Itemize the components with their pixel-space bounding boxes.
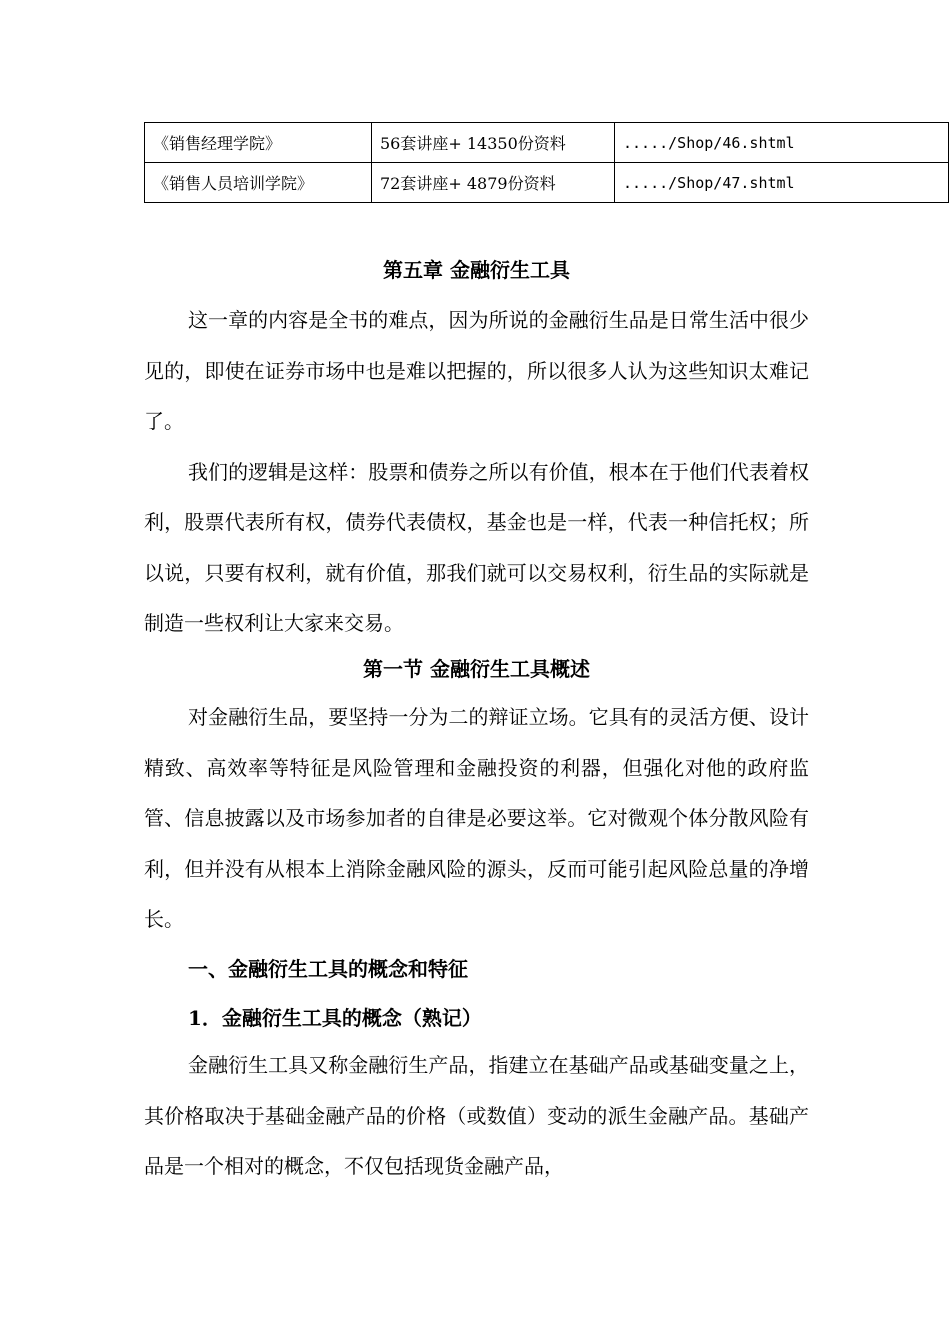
subheading: 一、金融衍生工具的概念和特征 (188, 957, 468, 981)
chapter-intro (144, 295, 809, 649)
table-cell-name: 《销售人员培训学院》 (145, 163, 372, 203)
paragraph: 对金融衍生品，要坚持一分为二的辩证立场。它具有的灵活方便、设计精致、高效率等特征是风险管理和金融投资的利器，但强化对他的政府监管、信息披露以及市场参加者的自律是必要这举。它对微观个体分散风险有利，但并没有从根本上消除金融风险的源头，反而可能引起风险总量的净增长。 (144, 705, 809, 931)
table-row (145, 163, 949, 203)
paragraph: 金融衍生工具又称金融衍生产品，指建立在基础产品或基础变量之上，其价格取决于基础金融产品的价格（或数值）变动的派生金融产品。基础产品是一个相对的概念，不仅包括现货金融产品， (144, 1053, 809, 1178)
section-title: 第一节 金融衍生工具概述 (363, 657, 590, 681)
definition-block (144, 1040, 809, 1192)
paragraph: 这一章的内容是全书的难点，因为所说的金融衍生品是日常生活中很少见的，即使在证券市场中也是难以把握的，所以很多人认为这些知识太难记了。 (144, 308, 809, 433)
table-cell-content: 72套讲座+ 4879份资料 (372, 163, 615, 203)
table-cell-link[interactable]: ...../Shop/47.shtml (615, 163, 949, 203)
table-cell-link[interactable]: ...../Shop/46.shtml (615, 123, 949, 163)
subsubheading: 1．金融衍生工具的概念（熟记） (188, 1006, 482, 1030)
section-intro (144, 692, 809, 945)
table-cell-content: 56套讲座+ 14350份资料 (372, 123, 615, 163)
table-row (145, 123, 949, 163)
table-cell-name: 《销售经理学院》 (145, 123, 372, 163)
chapter-title: 第五章 金融衍生工具 (383, 258, 570, 282)
catalog-table (144, 122, 949, 203)
paragraph: 我们的逻辑是这样：股票和债券之所以有价值，根本在于他们代表着权利，股票代表所有权，债券代表债权，基金也是一样，代表一种信托权；所以说，只要有权利，就有价值，那我们就可以交易权利，衍生品的实际就是制造一些权利让大家来交易。 (144, 459, 809, 635)
